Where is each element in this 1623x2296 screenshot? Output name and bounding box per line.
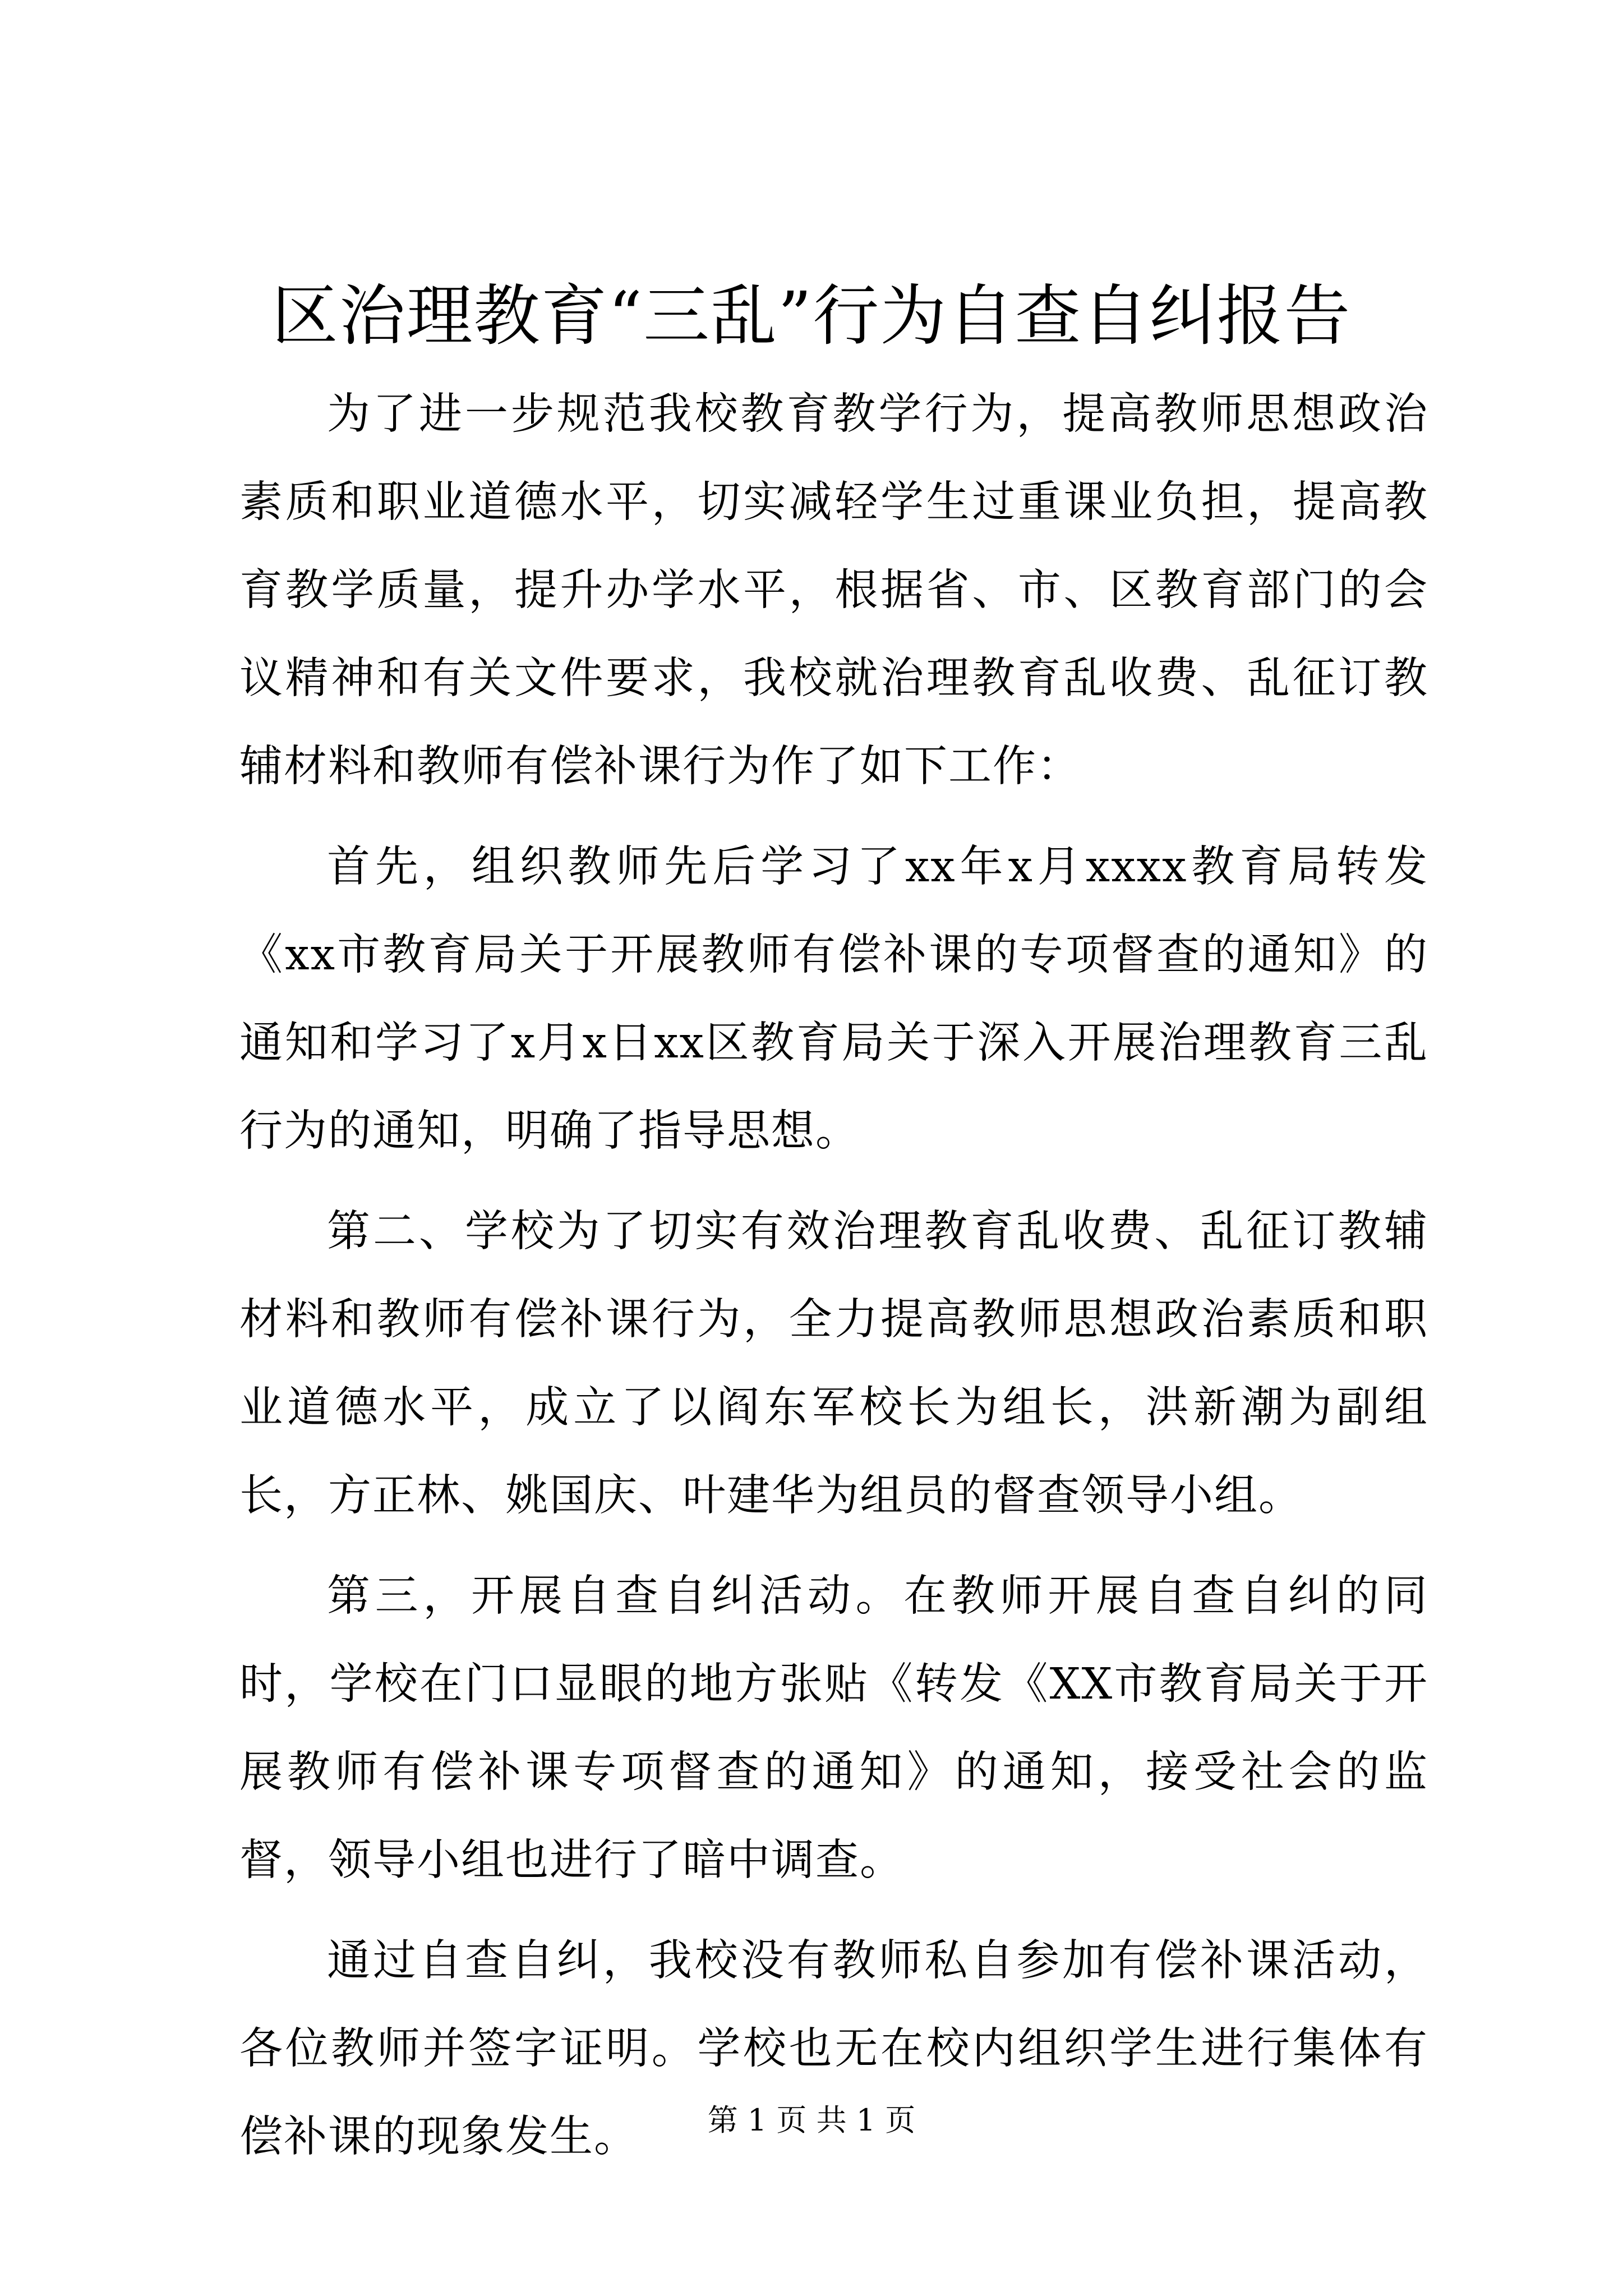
paragraph-third: 第三，开展自查自纠活动。在教师开展自查自纠的同时，学校在门口显眼的地方张贴《转发《XX市教育局关于开展教师有偿补课专项督查的通知》的通知，接受社会的监督，领导小组也进行了暗中调查。 (239, 1571, 1428, 1885)
document-title: 区治理教育“三乱”行为自查自纠报告 (271, 277, 1352, 355)
page-footer: 第 1 页 共 1 页 (707, 2102, 916, 2138)
document-body (239, 370, 1428, 2193)
paragraph-second: 第二、学校为了切实有效治理教育乱收费、乱征订教辅材料和教师有偿补课行为，全力提高教师思想政治素质和职业道德水平，成立了以阎东军校长为组长，洪新潮为副组长，方正林、姚国庆、叶建华为组员的督查领导小组。 (239, 1207, 1428, 1521)
paragraph-first: 首先，组织教师先后学习了xx年x月xxxx教育局转发《xx市教育局关于开展教师有偿补课的专项督查的通知》的通知和学习了x月x日xx区教育局关于深入开展治理教育三乱行为的通知，明确了指导思想。 (239, 842, 1428, 1156)
paragraph-intro: 为了进一步规范我校教育教学行为，提高教师思想政治素质和职业道德水平，切实减轻学生过重课业负担，提高教育教学质量，提升办学水平，根据省、市、区教育部门的会议精神和有关文件要求，我校就治理教育乱收费、乱征订教辅材料和教师有偿补课行为作了如下工作： (239, 389, 1428, 792)
paragraph-conclusion: 通过自查自纠，我校没有教师私自参加有偿补课活动，各位教师并签字证明。学校也无在校内组织学生进行集体有偿补课的现象发生。 (239, 1936, 1428, 2162)
